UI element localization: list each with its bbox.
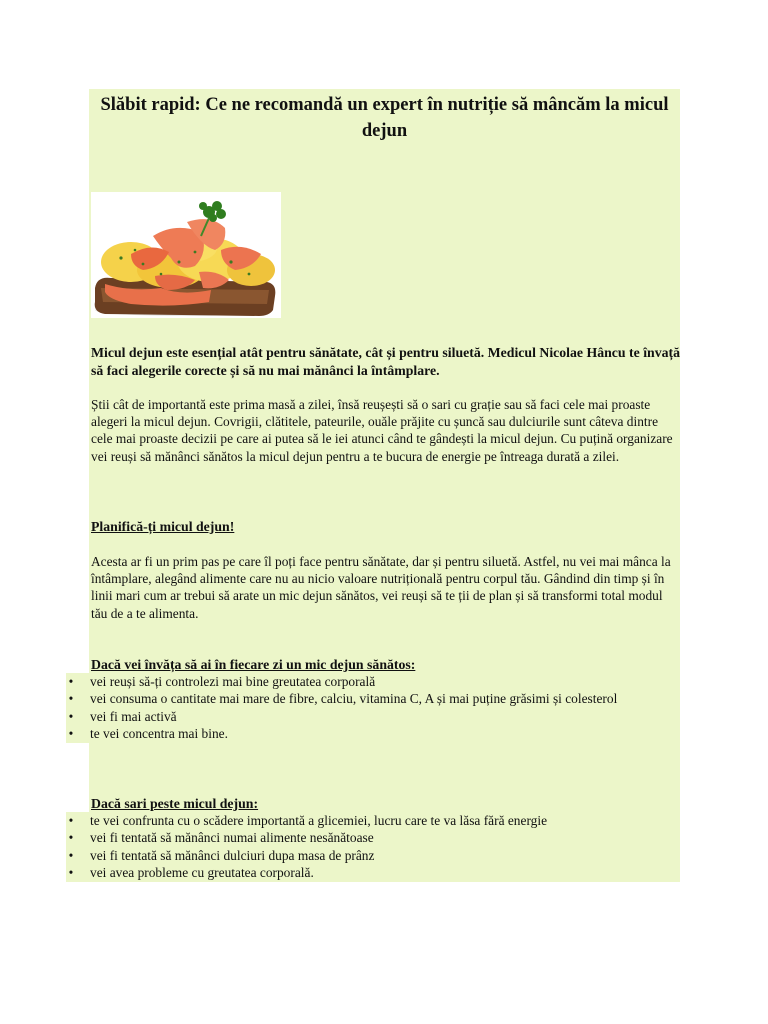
breakfast-illustration	[91, 192, 281, 318]
bullet-icon: •	[68, 674, 74, 689]
list-item: • vei fi tentată să mănânci numai alimente nesănătoase	[66, 829, 680, 846]
bullet-icon: •	[68, 708, 74, 724]
section-body-plan: Acesta ar fi un prim pas pe care îl poți face pentru sănătate, dar și pentru siluetă. Astfel, nu vei mai mânca la întâmplare, alegând alimente care nu au nicio valoare nutrițională pentru corpul tău. Gândind din timp și în linii mari cum ar trebui să arate un mic dejun sănătos, vei reuși să te ții de plan și să transformi total modul tău de a te alimenta.	[91, 554, 671, 621]
list-item: • vei fi mai activă	[66, 708, 680, 725]
bullet-icon: •	[68, 830, 74, 846]
article-title: Slăbit rapid: Ce ne recomandă un expert în nutriție să mâncăm la micul dejun	[100, 95, 669, 141]
bullet-icon: •	[68, 726, 74, 742]
benefits-list	[66, 673, 680, 743]
list-item: • te vei confrunta cu o scădere importantă a glicemiei, lucru care te va lăsa fără energie	[66, 812, 680, 829]
list-item: • vei fi tentată să mănânci dulciuri dupa masa de prânz	[66, 847, 680, 864]
bullet-icon: •	[68, 865, 74, 881]
list-item: • vei reuși să-ți controlezi mai bine greutatea corporală	[66, 673, 680, 690]
section-heading-skipping: Dacă sari peste micul dejun:	[91, 796, 259, 811]
section-heading-benefits: Dacă vei învăța să ai în fiecare zi un mic dejun sănătos:	[91, 657, 416, 672]
breakfast-photo	[91, 192, 281, 318]
bullet-icon: •	[68, 847, 74, 863]
bullet-icon: •	[68, 813, 74, 828]
list-item: • te vei concentra mai bine.	[66, 725, 680, 742]
skipping-list	[66, 812, 680, 882]
bullet-icon: •	[68, 691, 74, 707]
article-lead: Micul dejun este esențial atât pentru sănătate, cât și pentru siluetă. Medicul Nicolae Hâncu te învață să faci alegerile corecte și să nu mai mănânci la întâmplare.	[91, 345, 680, 378]
list-item: • vei avea probleme cu greutatea corporală.	[66, 864, 680, 881]
list-item: • vei consuma o cantitate mai mare de fibre, calciu, vitamina C, A și mai puține grăsimi și colesterol	[66, 690, 680, 707]
article-intro: Știi cât de importantă este prima masă a zilei, însă reușești să o sari cu grație sau să faci cele mai proaste alegeri la micul dejun. Covrigii, clătitele, pateurile, ouăle prăjite cu șuncă sau dulciurile sunt câteva dintre cele mai proaste decizii pe care ai putea să le iei atunci când te gândești la micul dejun. Cu puțină organizare vei reuși să mănânci sănătos la micul dejun pentru a te bucura de energie pe întreaga durată a zilei.	[91, 397, 673, 464]
section-heading-plan: Planifică-ți micul dejun!	[91, 519, 235, 534]
